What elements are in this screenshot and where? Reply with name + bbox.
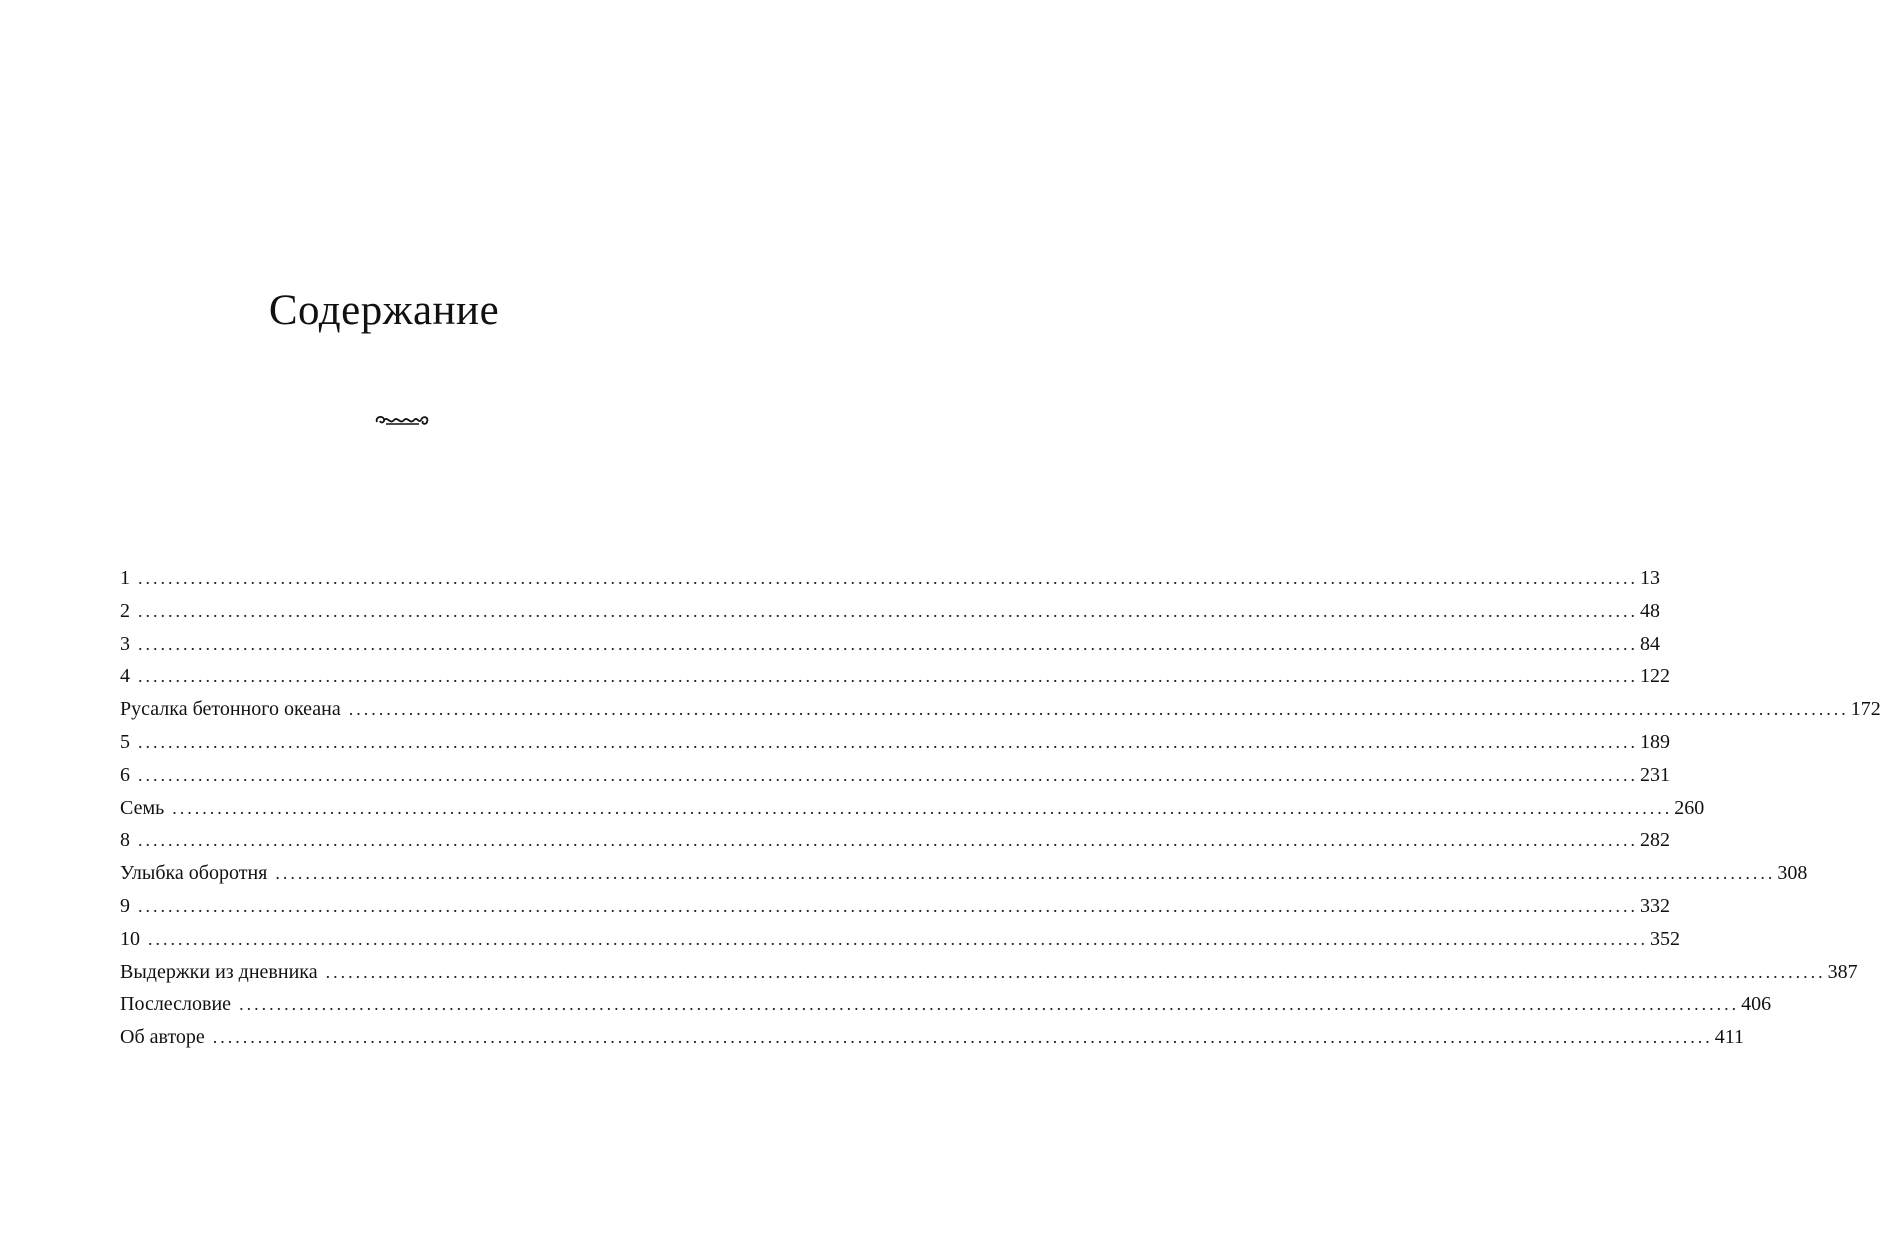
toc-dot-leader: ........................................................................................................................................................................................................ [138,731,1638,752]
toc-entry-page-number: 231 [1640,763,1670,786]
toc-dot-leader: ........................................................................................................................................................................................................ [148,928,1648,949]
toc-entry-label: 10 [120,927,140,950]
toc-dot-leader: ........................................................................................................................................................................................................ [275,863,1776,884]
table-of-contents [120,562,1881,1054]
toc-entry-page-number: 387 [1827,960,1858,983]
toc-entry [120,890,1670,923]
toc-entry-label: 4 [120,665,130,688]
toc-entry-label: Послесловие [120,993,232,1016]
toc-entry-page-number: 332 [1640,894,1670,917]
toc-dot-leader: ........................................................................................................................................................................................................ [138,895,1638,916]
toc-entry [120,792,1705,825]
toc-entry-page-number: 172 [1850,698,1881,721]
toc-entry [120,824,1670,857]
toc-entry-label: Семь [120,796,165,819]
toc-entry-label: 5 [120,730,130,753]
toc-entry [120,562,1660,595]
toc-dot-leader: ........................................................................................................................................................................................................ [172,797,1673,818]
toc-entry [120,726,1670,759]
toc-entry [120,923,1680,956]
toc-entry-page-number: 189 [1640,730,1670,753]
flourish-ornament-icon [374,411,430,429]
toc-entry-page-number: 260 [1674,796,1705,819]
toc-dot-leader: ........................................................................................................................................................................................................ [138,633,1638,654]
toc-dot-leader: ........................................................................................................................................................................................................ [138,600,1638,621]
toc-entry-page-number: 13 [1640,567,1660,589]
toc-entry-page-number: 84 [1640,632,1660,655]
page-title: Содержание [268,287,500,334]
toc-entry [120,595,1660,628]
toc-entry [120,693,1881,726]
toc-entry-page-number: 308 [1777,862,1808,885]
toc-entry-label: 8 [120,829,130,852]
toc-entry [120,628,1660,661]
toc-entry-label: Выдержки из дневника [120,960,318,983]
toc-entry [120,857,1808,890]
toc-entry-label: 1 [120,567,130,589]
toc-entry-label: 2 [120,599,130,622]
toc-entry-page-number: 406 [1741,993,1772,1016]
toc-entry-page-number: 411 [1714,1026,1745,1049]
toc-dot-leader: ........................................................................................................................................................................................................ [138,666,1638,687]
toc-entry-label: 9 [120,894,130,917]
toc-dot-leader: ........................................................................................................................................................................................................ [138,830,1638,851]
toc-entry-page-number: 352 [1650,927,1680,950]
toc-dot-leader: ........................................................................................................................................................................................................ [325,961,1826,982]
toc-entry-label: Улыбка оборотня [120,862,268,885]
toc-entry [120,956,1858,989]
toc-entry-page-number: 48 [1640,599,1660,622]
toc-dot-leader: ........................................................................................................................................................................................................ [212,1027,1713,1048]
toc-entry [120,759,1670,792]
toc-dot-leader: ........................................................................................................................................................................................................ [138,764,1638,785]
toc-entry-page-number: 122 [1640,665,1670,688]
toc-dot-leader: ........................................................................................................................................................................................................ [348,699,1849,720]
toc-entry-label: 3 [120,632,130,655]
toc-entry-label: 6 [120,763,130,786]
toc-dot-leader: ........................................................................................................................................................................................................ [138,568,1638,588]
toc-entry [120,988,1772,1021]
toc-entry-page-number: 282 [1640,829,1670,852]
toc-entry-label: Об авторе [120,1026,205,1049]
toc-entry [120,660,1670,693]
toc-entry [120,1021,1745,1054]
toc-entry-label: Русалка бетонного океана [120,698,341,721]
toc-dot-leader: ........................................................................................................................................................................................................ [239,994,1740,1015]
